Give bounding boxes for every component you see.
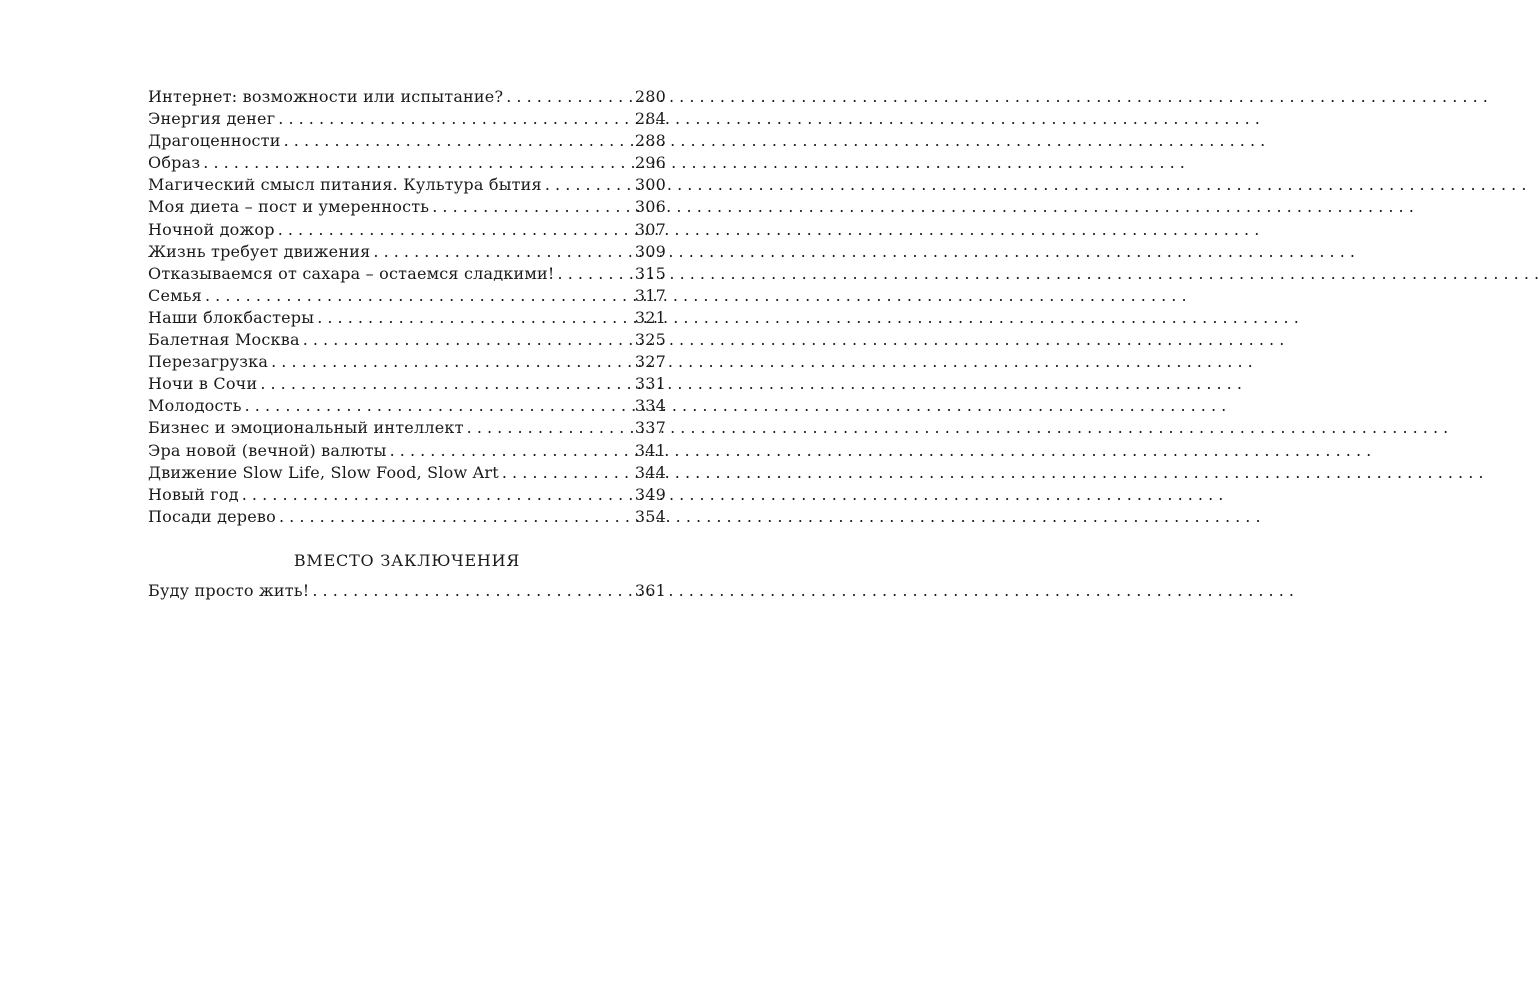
toc-leader-dots bbox=[281, 130, 635, 152]
toc-entry-page: 306 bbox=[634, 197, 666, 217]
toc-entry[interactable] bbox=[148, 130, 666, 152]
toc-entry-page: 354 bbox=[634, 506, 666, 526]
toc-entry[interactable] bbox=[148, 373, 666, 395]
toc-entry[interactable] bbox=[148, 241, 666, 263]
toc-entry[interactable] bbox=[148, 108, 666, 130]
toc-leader-dots bbox=[275, 108, 635, 130]
toc-leader-dots bbox=[275, 219, 635, 241]
toc-entry[interactable] bbox=[148, 484, 666, 506]
section-heading: ВМЕСТО ЗАКЛЮЧЕНИЯ bbox=[293, 551, 521, 570]
toc-entry-title: Посади дерево bbox=[148, 506, 276, 526]
toc-entry-title: Новый год bbox=[148, 484, 239, 504]
toc-entry-title: Семья bbox=[148, 285, 202, 305]
toc-entry-title: Образ bbox=[148, 153, 201, 173]
toc-leader-dots bbox=[202, 285, 635, 307]
toc-entry-title: Бизнес и эмоциональный интеллект bbox=[148, 418, 464, 438]
toc-entry-title: Моя диета – пост и умеренность bbox=[148, 197, 430, 217]
toc-entry-title: Балетная Москва bbox=[148, 330, 300, 350]
toc-entry-title: Буду просто жить! bbox=[148, 581, 310, 600]
toc-entry-title: Драгоценности bbox=[148, 131, 281, 151]
toc-entry-title: Эра новой (вечной) валюты bbox=[148, 440, 387, 460]
toc-entry-page: 325 bbox=[634, 330, 666, 350]
toc-leader-dots bbox=[257, 373, 635, 395]
toc-entry-page: 349 bbox=[634, 484, 666, 504]
toc-entry[interactable] bbox=[148, 506, 666, 528]
toc-entry-page: 315 bbox=[634, 263, 666, 283]
toc-entry-page: 361 bbox=[634, 581, 666, 600]
toc-entry-page: 334 bbox=[634, 396, 666, 416]
toc-entry-title: Наши блокбастеры bbox=[148, 307, 315, 327]
toc-leader-dots bbox=[309, 580, 634, 602]
toc-entry[interactable] bbox=[148, 462, 666, 484]
toc-entry-page: 327 bbox=[634, 352, 666, 372]
toc-entry-page: 331 bbox=[634, 374, 666, 394]
toc-entry-page: 341 bbox=[634, 440, 666, 460]
toc-entry-page: 300 bbox=[634, 175, 666, 195]
toc-leader-dots bbox=[387, 440, 635, 462]
toc-entry-page: 288 bbox=[634, 131, 666, 151]
toc-entry-page: 284 bbox=[634, 109, 666, 129]
toc-final-list bbox=[148, 580, 666, 602]
toc-entry-title: Жизнь требует движения bbox=[148, 241, 371, 261]
toc-entry-title: Интернет: возможности или испытание? bbox=[148, 87, 504, 106]
toc-entry[interactable] bbox=[148, 351, 666, 373]
toc-entry-page: 309 bbox=[634, 241, 666, 261]
toc-entry[interactable] bbox=[148, 219, 666, 241]
toc-entry-page: 317 bbox=[634, 285, 666, 305]
toc-entry-page: 280 bbox=[634, 87, 666, 106]
toc-leader-dots bbox=[268, 351, 635, 373]
toc-leader-dots bbox=[429, 196, 635, 218]
toc-leader-dots bbox=[370, 241, 634, 263]
toc-leader-dots bbox=[542, 174, 635, 196]
toc-leader-dots bbox=[503, 86, 635, 108]
toc-entry-title: Ночной дожор bbox=[148, 219, 275, 239]
toc-entry-page: 321 bbox=[634, 307, 666, 327]
toc-entry-title: Энергия денег bbox=[148, 109, 276, 129]
toc-entry[interactable] bbox=[148, 307, 666, 329]
toc-entry-title: Движение Slow Life, Slow Food, Slow Art bbox=[148, 462, 499, 482]
toc-entry[interactable] bbox=[148, 174, 666, 196]
toc-entry-page: 296 bbox=[634, 153, 666, 173]
toc-entry[interactable] bbox=[148, 86, 666, 108]
toc-leader-dots bbox=[464, 417, 635, 439]
toc-entry-page: 344 bbox=[634, 462, 666, 482]
toc-leader-dots bbox=[300, 329, 635, 351]
toc-leader-dots bbox=[242, 395, 635, 417]
toc-leader-dots bbox=[314, 307, 635, 329]
toc-entry[interactable] bbox=[148, 395, 666, 417]
toc-entry-page: 307 bbox=[634, 219, 666, 239]
toc-list bbox=[148, 86, 666, 528]
toc-leader-dots bbox=[239, 484, 635, 506]
toc-entry-title: Ночи в Сочи bbox=[148, 374, 258, 394]
toc-entry[interactable] bbox=[148, 417, 666, 439]
toc-entry[interactable] bbox=[148, 263, 666, 285]
toc-entry[interactable] bbox=[148, 580, 666, 602]
toc-entry-title: Магический смысл питания. Культура бытия bbox=[148, 175, 542, 195]
toc-entry[interactable] bbox=[148, 285, 666, 307]
toc-entry[interactable] bbox=[148, 196, 666, 218]
toc-leader-dots bbox=[276, 506, 635, 528]
toc-entry[interactable] bbox=[148, 152, 666, 174]
toc-entry-page: 337 bbox=[634, 418, 666, 438]
toc-entry-title: Молодость bbox=[148, 396, 242, 416]
toc-entry-title: Отказываемся от сахара – остаемся сладкими! bbox=[148, 263, 555, 283]
toc-leader-dots bbox=[555, 263, 635, 285]
toc-entry[interactable] bbox=[148, 329, 666, 351]
toc-entry-title: Перезагрузка bbox=[148, 352, 269, 372]
toc-leader-dots bbox=[499, 462, 635, 484]
toc-leader-dots bbox=[200, 152, 635, 174]
toc-entry[interactable] bbox=[148, 440, 666, 462]
